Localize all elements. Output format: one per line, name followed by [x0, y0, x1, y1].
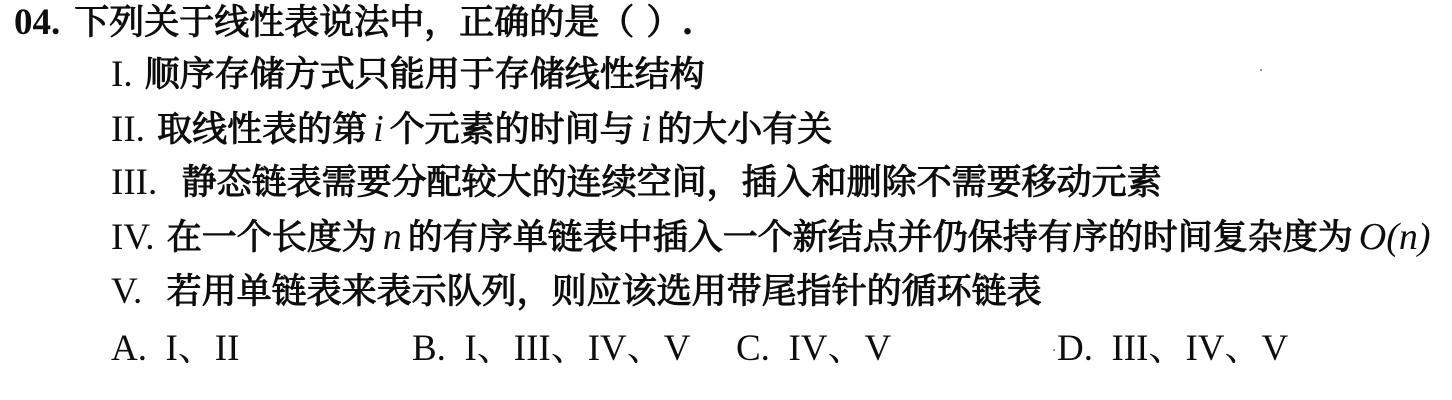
option-b-text: I、III、IV、V: [464, 328, 691, 369]
option-b[interactable]: [412, 330, 690, 367]
scan-speck: [1053, 349, 1055, 351]
statement-1-text: 顺序存储方式只能用于存储线性结构: [144, 54, 705, 95]
statement-4-part-2: 的有序单链表中插入一个新结点并仍保持有序的时间复杂度为: [407, 217, 1353, 258]
statement-4-part-1: 在一个长度为: [166, 217, 377, 258]
statement-2-variable-i: i: [373, 108, 384, 150]
statement-5-text: 若用单链表来表示队列，则应该选用带尾指针的循环链表: [166, 271, 1042, 312]
question-stem: 下列关于线性表说法中，正确的是（ ）.: [74, 2, 694, 43]
statement-3: [111, 164, 1162, 201]
option-c-text: IV、V: [788, 328, 892, 369]
statement-3-text: 静态链表需要分配较大的连续空间，插入和删除不需要移动元素: [181, 162, 1162, 203]
statement-3-numeral: III.: [111, 162, 158, 203]
statement-2-numeral: II.: [111, 109, 145, 150]
statement-2-variable-i-2: i: [640, 108, 652, 150]
statement-4-variable-n: n: [382, 216, 402, 258]
option-b-label: B.: [412, 328, 446, 369]
option-d[interactable]: [1057, 330, 1288, 367]
scan-speck: [1260, 69, 1262, 71]
statement-1-numeral: I.: [111, 54, 133, 95]
statement-5: [111, 273, 1042, 310]
option-c[interactable]: [736, 330, 891, 367]
option-a-label: A.: [111, 328, 147, 369]
statement-2-part-3: 的大小有关: [657, 109, 833, 150]
option-d-label: D.: [1057, 328, 1093, 369]
statement-1: [111, 56, 705, 93]
option-c-label: C.: [736, 328, 770, 369]
option-a[interactable]: [111, 330, 239, 367]
statement-4-complexity: O(n): [1358, 216, 1431, 258]
statement-4-numeral: IV.: [111, 217, 155, 258]
option-d-text: III、IV、V: [1111, 328, 1289, 369]
statement-2: [111, 110, 832, 148]
statement-2-part-1: 取线性表的第: [157, 109, 368, 150]
statement-5-numeral: V.: [111, 271, 143, 312]
statement-4: [111, 218, 1431, 256]
question-number: 04.: [14, 2, 61, 43]
question-stem-line: [14, 4, 694, 41]
statement-2-part-2: 个元素的时间与: [389, 109, 635, 150]
option-a-text: I、II: [165, 328, 240, 369]
